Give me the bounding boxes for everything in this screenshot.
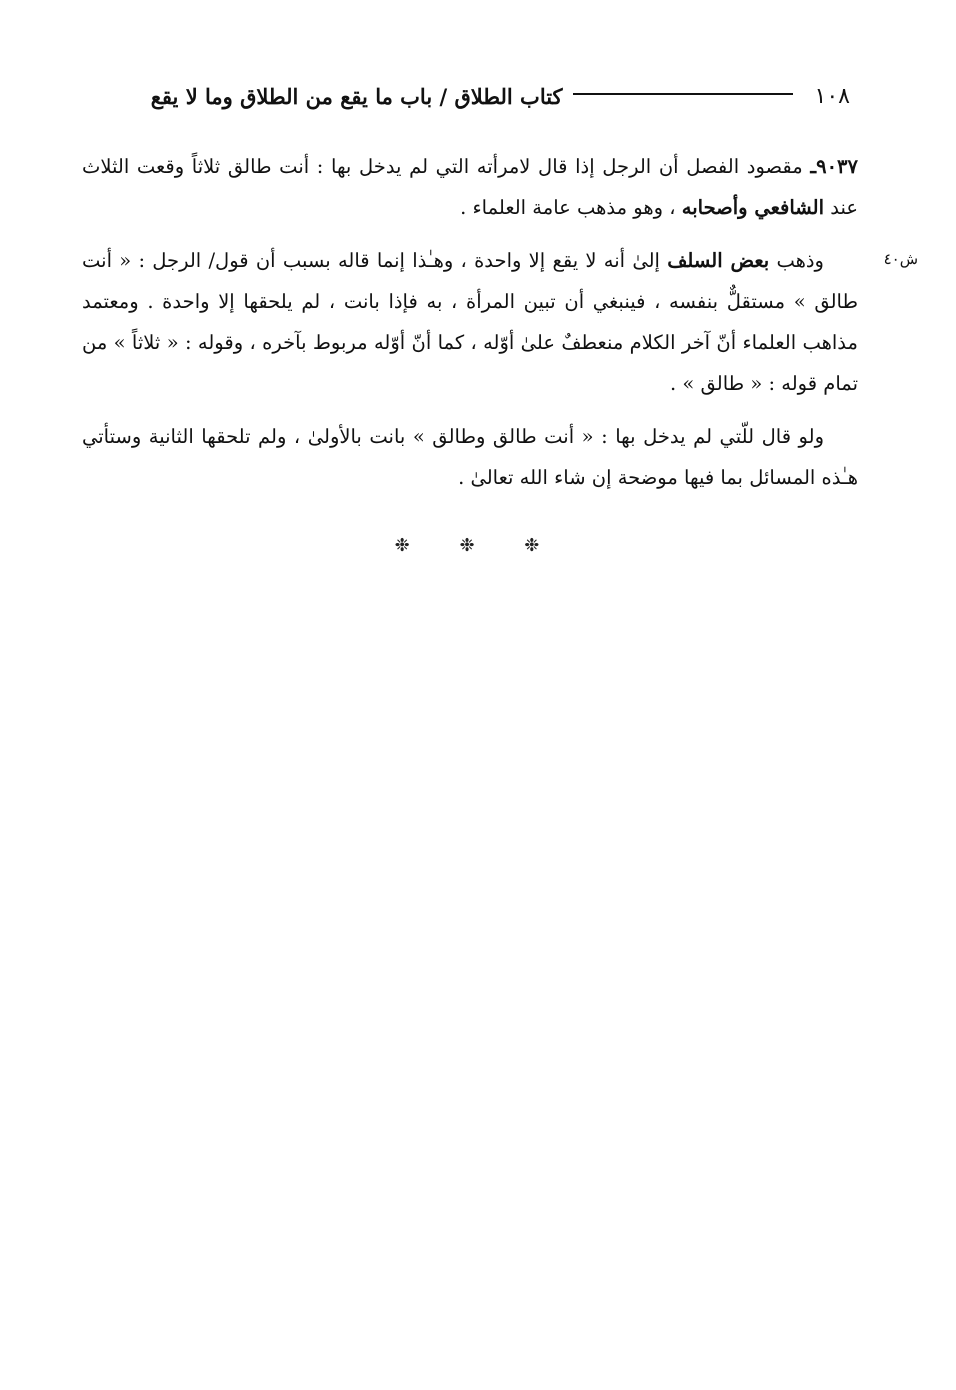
paragraph-text: ، وهو مذهب عامة العلماء . bbox=[460, 196, 682, 219]
paragraph-text: مقصود الفصل أن الرجل إذا قال لامرأته التي لم يدخل بها : أنت طالق ثلاثاً وقعت الثلاث عند bbox=[82, 155, 858, 219]
paragraph-text: إلىٰ أنه لا يقع إلا واحدة ، وهـٰذا إنما قاله بسبب أن قول/ الرجل : « أنت طالق » مستقلٌّ بنفسه ، فينبغي أن تبين المرأة ، به فإذا بانت ، لم يلحقها إلا واحدة . ومعتمد مذاهب العلماء أنّ آخر الكلام منعطفٌ علىٰ أوّله ، كما أنّ أوّله مربوط بآخره ، وقوله : « ثلاثاً » من تمام قوله : « طالق » . bbox=[82, 249, 858, 395]
paragraph-text: ولو قال للّتي لم يدخل بها : « أنت طالق وطالق » بانت بالأولىٰ ، ولم تلحقها الثانية وستأتي هـٰذه المسائل بما فيها موضحة إن شاء الله تعالىٰ . bbox=[82, 425, 858, 489]
page-header bbox=[80, 76, 850, 116]
section-separator: ❉ ❉ ❉ bbox=[394, 535, 562, 556]
margin-note: ش٤٠ bbox=[883, 250, 918, 268]
paragraph-number: ٩٠٣٧ـ bbox=[810, 155, 858, 178]
paragraph-salaf bbox=[82, 240, 858, 404]
page-number: ١٠٨ bbox=[814, 83, 850, 109]
paragraph-9037 bbox=[82, 146, 858, 228]
running-title: كتاب الطلاق / باب ما يقع من الطلاق وما لا يقع bbox=[150, 83, 563, 109]
header-rule bbox=[573, 93, 793, 95]
paragraph-unconsummated bbox=[82, 416, 858, 498]
paragraph-text: وذهب bbox=[769, 249, 824, 272]
emphasis-text: الشافعي وأصحابه bbox=[681, 196, 825, 219]
main-text bbox=[82, 146, 858, 510]
emphasis-text: بعض السلف bbox=[667, 249, 770, 272]
